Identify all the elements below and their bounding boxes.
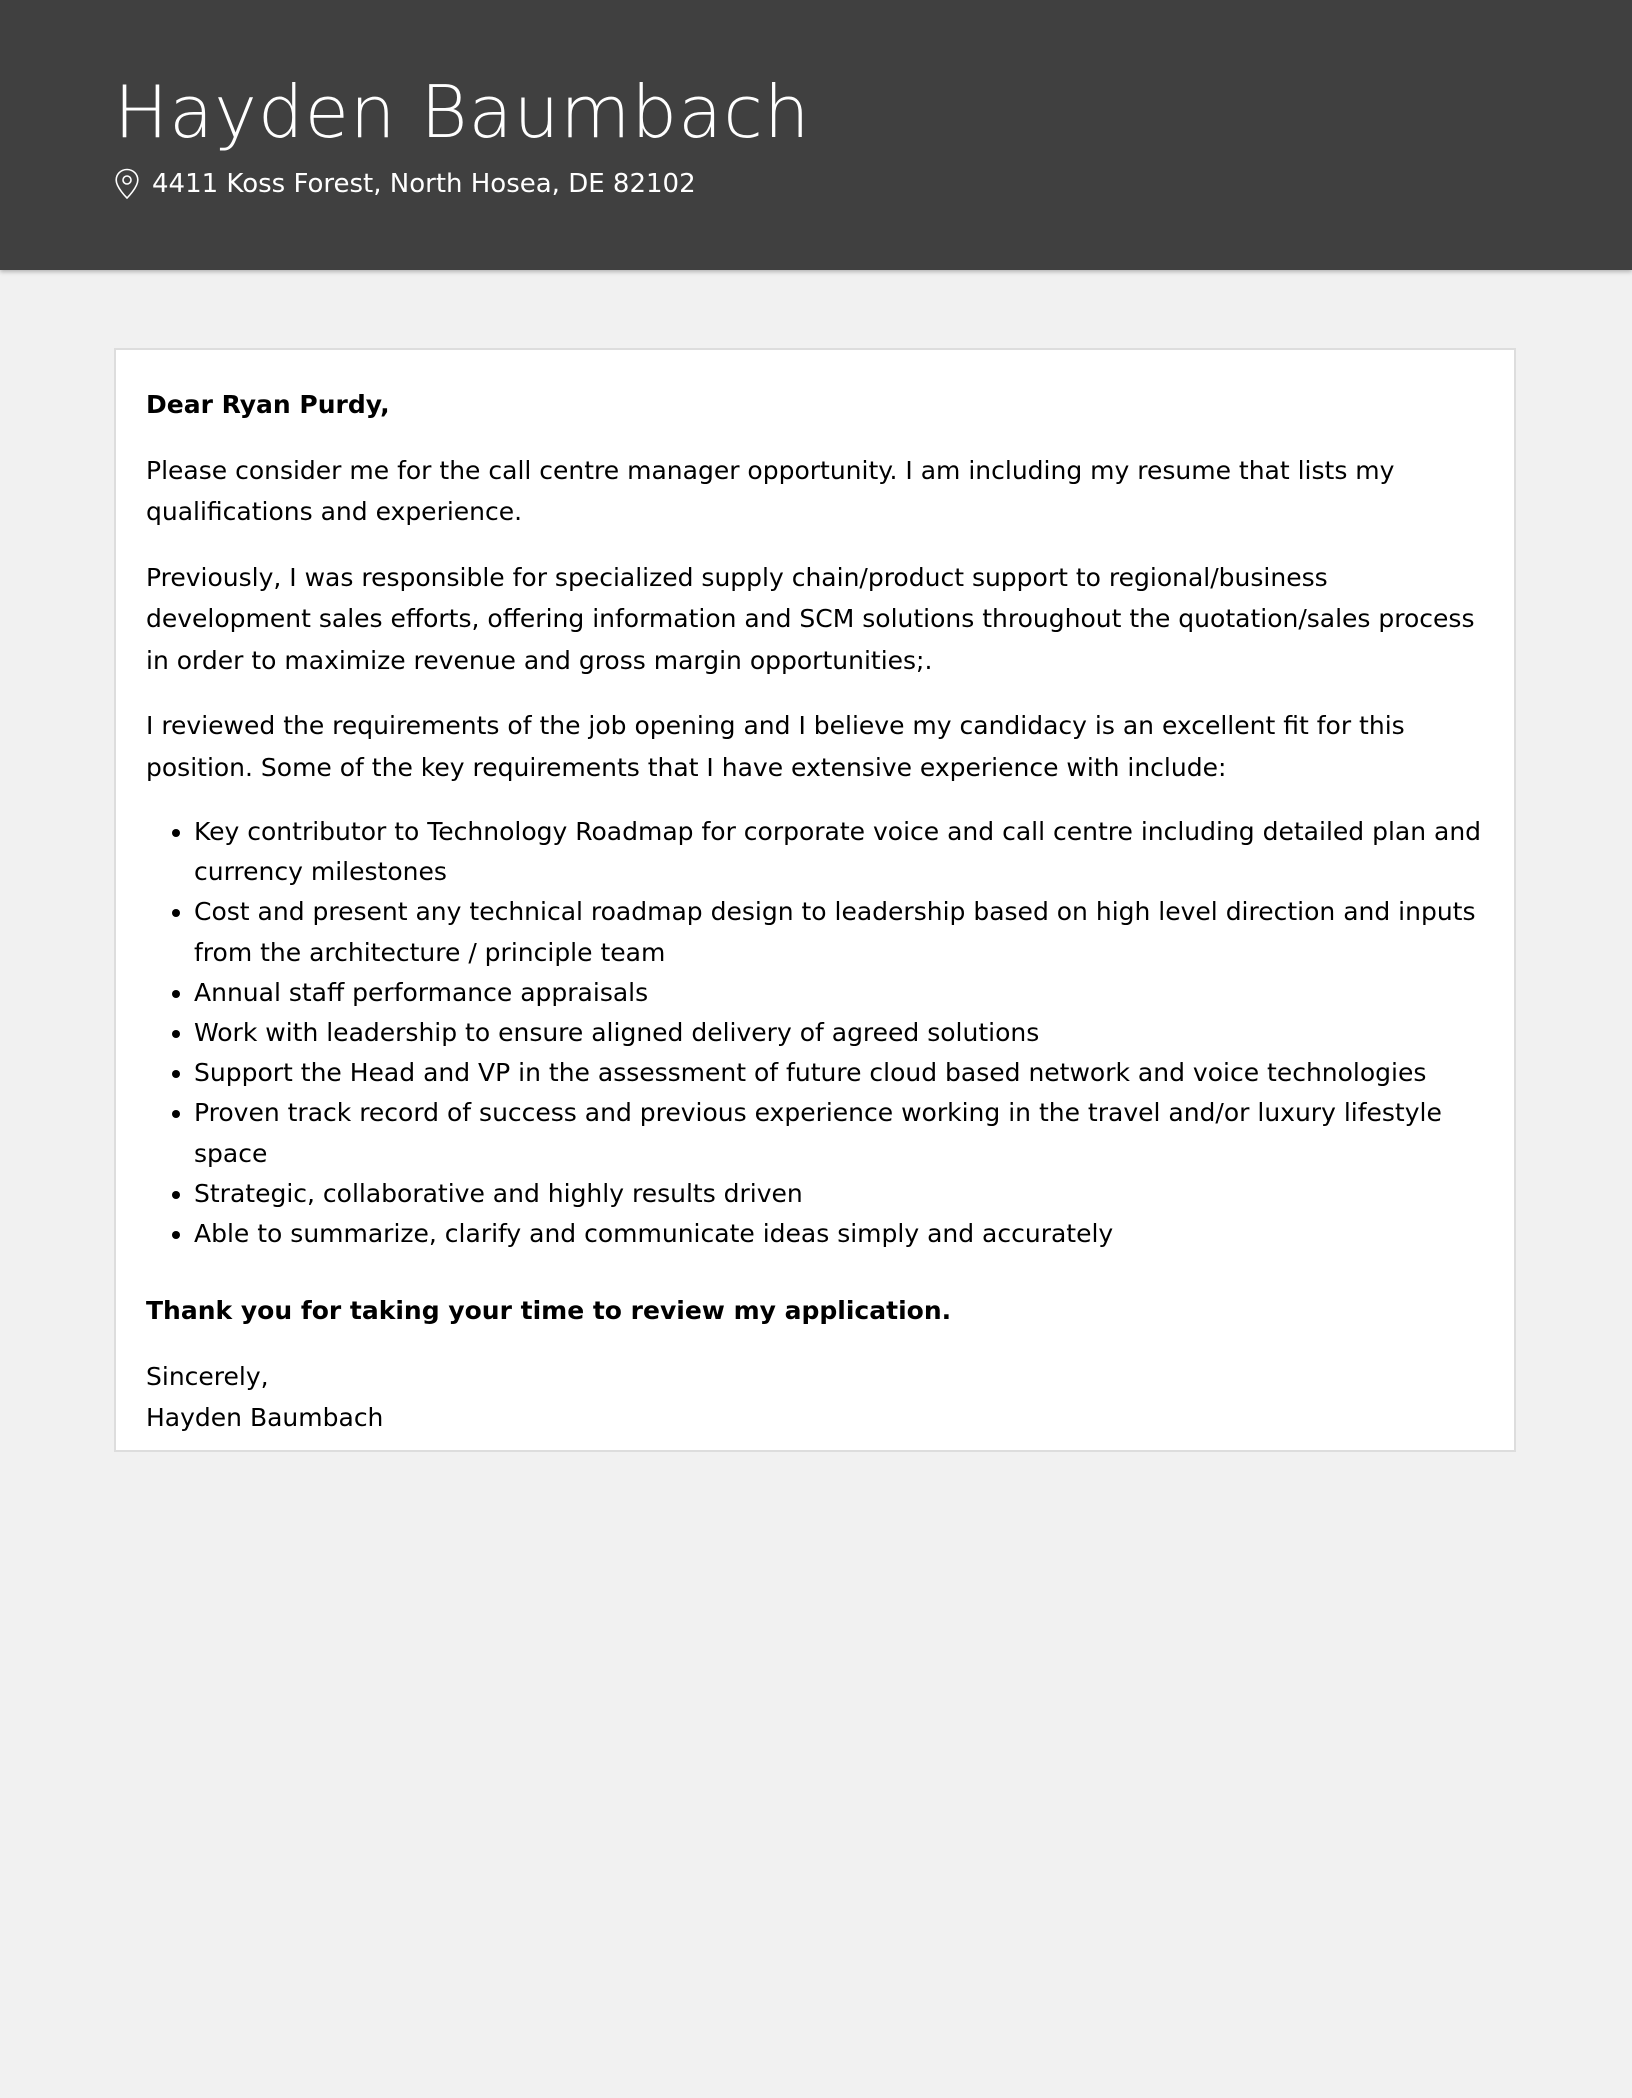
paragraph-intro: Please consider me for the call centre manager opportunity. I am including my resume that lists my qualifications and experience. <box>146 455 1395 526</box>
address-line <box>114 164 696 204</box>
list-item: • Cost and present any technical roadmap design to leadership based on high level direction and inputs from the architecture / principle team <box>194 892 1484 972</box>
requirements-list <box>146 812 1484 1254</box>
list-item: • Proven track record of success and previous experience working in the travel and/or luxury lifestyle space <box>194 1093 1484 1173</box>
location-pin-icon <box>114 168 140 200</box>
closing: Sincerely, <box>146 1361 269 1391</box>
list-item: • Annual staff performance appraisals <box>194 973 1484 1013</box>
signature: Hayden Baumbach <box>146 1402 384 1432</box>
paragraph-experience: Previously, I was responsible for specialized supply chain/product support to regional/business development sales efforts, offering information and SCM solutions throughout the quotation/sales process in order to maximize revenue and gross margin opportunities;. <box>146 562 1475 675</box>
salutation: Dear Ryan Purdy, <box>146 390 390 419</box>
list-item: • Work with leadership to ensure aligned delivery of agreed solutions <box>194 1013 1484 1053</box>
cover-letter <box>114 348 1516 1452</box>
list-item: • Key contributor to Technology Roadmap for corporate voice and call centre including detailed plan and currency milestones <box>194 812 1484 892</box>
signoff <box>146 1356 1484 1438</box>
list-item: • Strategic, collaborative and highly results driven <box>194 1174 1484 1214</box>
applicant-name: Hayden Baumbach <box>114 70 811 154</box>
header <box>0 0 1632 270</box>
thank-you-line: Thank you for taking your time to review my application. <box>146 1296 952 1326</box>
list-item: • Able to summarize, clarify and communicate ideas simply and accurately <box>194 1214 1484 1254</box>
paragraph-requirements-intro: I reviewed the requirements of the job opening and I believe my candidacy is an excellent fit for this position. Some of the key requirements that I have extensive experience with include: <box>146 711 1405 782</box>
address-text: 4411 Koss Forest, North Hosea, DE 82102 <box>152 169 696 199</box>
list-item: • Support the Head and VP in the assessment of future cloud based network and voice technologies <box>194 1053 1484 1093</box>
